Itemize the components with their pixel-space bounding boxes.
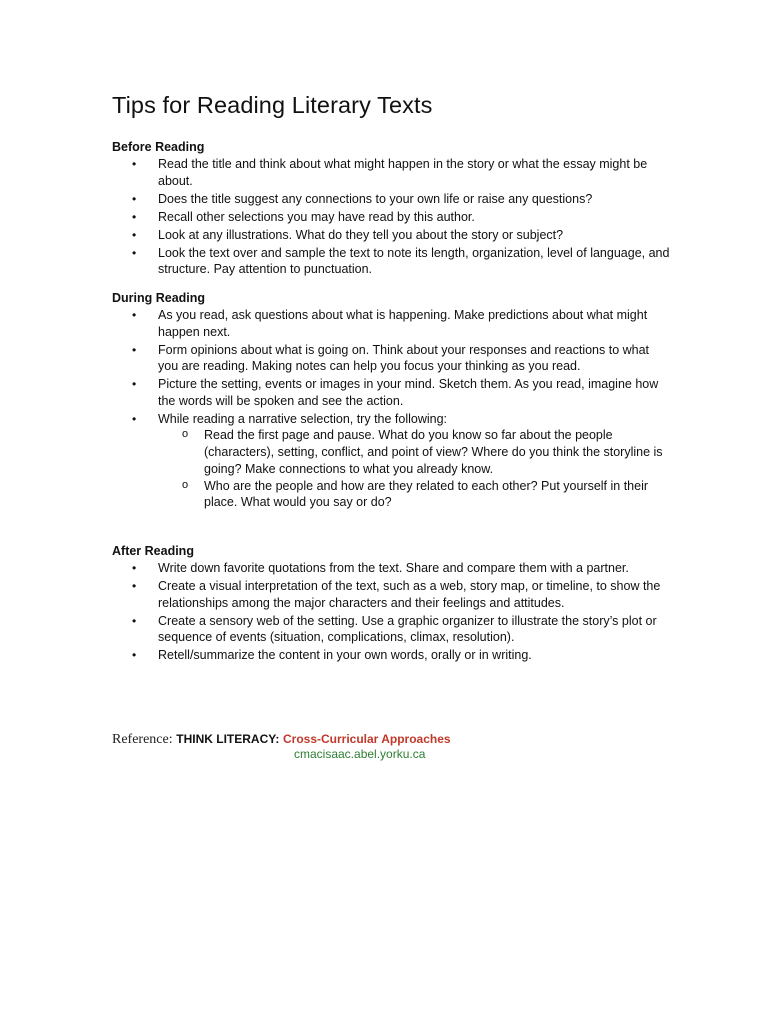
- reference-url: cmacisaac.abel.yorku.ca: [294, 747, 426, 761]
- list-item-text: Write down favorite quotations from the text. Share and compare them with a partner.: [158, 561, 629, 575]
- list-item-text: Retell/summarize the content in your own words, orally or in writing.: [158, 648, 532, 663]
- bullet-icon: •: [132, 648, 137, 663]
- list-item-text: Recall other selections you may have read by this author.: [158, 209, 475, 224]
- section-before-reading: [112, 139, 672, 279]
- list-item-text: While reading a narrative selection, try the following:: [158, 411, 448, 426]
- bullet-icon: •: [132, 561, 137, 575]
- sub-list: [158, 427, 672, 511]
- bullet-list: [112, 156, 672, 278]
- section-after-reading: [112, 543, 672, 665]
- list-item-text: Look at any illustrations. What do they tell you about the story or subject?: [158, 227, 564, 242]
- sub-list-item: [158, 427, 672, 477]
- list-item: [112, 411, 672, 511]
- list-item-text: Create a sensory web of the setting. Use a graphic organizer to illustrate the story’s plot or sequence of events (situation, complications, climax, resolution).: [158, 613, 657, 645]
- bullet-icon: •: [132, 342, 137, 357]
- list-item: [112, 613, 672, 646]
- list-item-text: Create a visual interpretation of the text, such as a web, story map, or timeline, to show the relationships among the major characters and their feelings and attitudes.: [158, 578, 661, 610]
- list-item-text: Read the title and think about what might happen in the story or what the essay might be about.: [158, 157, 648, 188]
- list-item: [112, 245, 672, 278]
- reference-label: Reference:: [112, 732, 173, 747]
- bullet-list: [112, 560, 672, 664]
- list-item: [112, 647, 672, 664]
- bullet-icon: •: [132, 157, 137, 171]
- list-item: [112, 227, 672, 244]
- section-heading: During Reading: [112, 291, 206, 305]
- list-item: [112, 307, 672, 340]
- circle-bullet-icon: o: [182, 428, 189, 441]
- bullet-icon: •: [132, 227, 137, 242]
- bullet-list: [112, 307, 672, 511]
- list-item: [112, 209, 672, 226]
- bullet-icon: •: [132, 245, 137, 260]
- list-item: [112, 156, 672, 189]
- list-item-text: Picture the setting, events or images in your mind. Sketch them. As you read, imagine how the words will be spoken and see the action.: [158, 377, 659, 408]
- section-heading: After Reading: [112, 544, 194, 558]
- bullet-icon: •: [132, 308, 137, 322]
- sub-list-item: [158, 478, 672, 511]
- list-item: [112, 578, 672, 611]
- sub-list-item-text: Who are the people and how are they related to each other? Put yourself in their place. What would you say or do?: [204, 478, 649, 510]
- sub-list-item-text: Read the first page and pause. What do you know so far about the people (characters), setting, conflict, and point of view? Where do you think the storyline is going? Make connections to what you already know.: [204, 428, 663, 476]
- list-item-text: As you read, ask questions about what is happening. Make predictions about what might happen next.: [158, 308, 648, 339]
- bullet-icon: •: [132, 209, 137, 224]
- bullet-icon: •: [132, 191, 137, 206]
- list-item-text: Does the title suggest any connections to your own life or raise any questions?: [158, 191, 593, 206]
- bullet-icon: •: [132, 578, 137, 593]
- document-title: Tips for Reading Literary Texts: [112, 92, 433, 118]
- section-heading: Before Reading: [112, 140, 205, 154]
- list-item: [112, 342, 672, 375]
- list-item: [112, 376, 672, 409]
- list-item-text: Look the text over and sample the text to note its length, organization, level of language, and structure. Pay attention to punctuation.: [158, 245, 670, 277]
- bullet-icon: •: [132, 411, 137, 426]
- reference-subtitle: Cross-Curricular Approaches: [282, 732, 451, 746]
- section-during-reading: [112, 290, 672, 512]
- bullet-icon: •: [132, 613, 137, 628]
- list-item: [112, 560, 672, 577]
- circle-bullet-icon: o: [182, 478, 189, 491]
- reference-source: THINK LITERACY:: [176, 732, 280, 746]
- reference-line: [112, 731, 451, 748]
- bullet-icon: •: [132, 377, 137, 392]
- list-item-text: Form opinions about what is going on. Think about your responses and reactions to what you are reading. Making notes can help you focus your thinking as you read.: [158, 342, 650, 374]
- list-item: [112, 191, 672, 208]
